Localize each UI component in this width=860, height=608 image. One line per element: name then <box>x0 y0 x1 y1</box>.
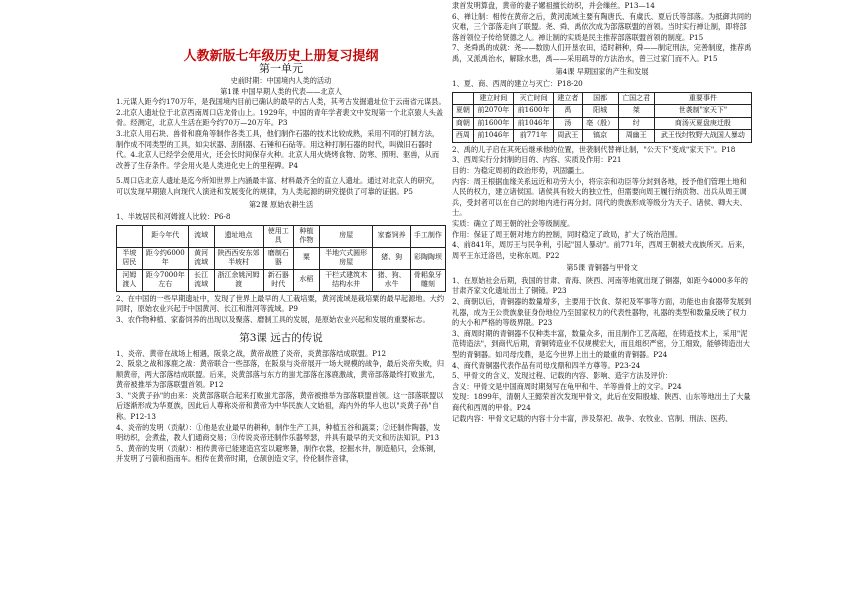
table-cell: 黄河流域 <box>188 247 214 269</box>
table-row <box>117 247 446 269</box>
table-cell: 长江流域 <box>188 269 214 291</box>
lesson-heading-4: 第4课 早期国家的产生和发展 <box>555 66 649 76</box>
table-cell: 距今约6000年 <box>142 247 188 269</box>
table-cell: 亳（殷） <box>582 117 618 130</box>
table-header-cell: 使用工具 <box>263 225 293 247</box>
era-heading: 史前时期：中国境内人类的活动 <box>230 76 332 85</box>
table-header-cell: 流域 <box>188 225 214 247</box>
table-header-cell: 建立时间 <box>473 92 513 105</box>
paragraph: 发现：1899年，清朝人王懿荣首次发现甲骨文，此后在安阳殷墟、陕西、山东等地出土了大量商代和西周的甲骨。P24 <box>452 392 751 412</box>
table-row <box>117 269 446 291</box>
paragraph: 2、在中国的一些早期遗址中，发现了世界上最早的人工栽培粟，黄河流域是栽培粟的最早起源地。大约同时，原始农业兴起于中国黄河、长江和淮河等流域。P9 <box>116 293 445 314</box>
table-header-cell: 家畜饲养 <box>373 225 410 247</box>
table-cell: 猪、狗 <box>373 247 410 269</box>
table-cell: 周武王 <box>554 130 582 143</box>
paragraph: 1、在原始社会后期，我国的甘肃、青海、陕西、河南等地就出现了铜器，如距今4000多年的甘肃齐家文化遗址出土了铜镜。P23 <box>452 275 748 296</box>
table-cell: 前2070年 <box>473 105 513 118</box>
table-cell: 世袭制"家天下" <box>654 105 751 118</box>
table-header-cell: 遗址地点 <box>214 225 263 247</box>
paragraph: 3、西周实行分封制的目的、内容、实质及作用：P21 <box>452 155 622 165</box>
paragraph: 1、炎帝、黄帝在战场上相遇，阪泉之战，黄帝战胜了炎帝，炎黄部落结成联盟。P12 <box>116 348 387 358</box>
paragraph: 1.元谋人距今约170万年，是我国境内目前已确认的最早的古人类，其考古发掘遗址位于云南省元谋县。2.北京人遗址位于北京西南周口店龙骨山上。1929年，中国的青年学者裴文中发现第一个北京猿人头盖骨。经测定，北京人生活在距今约70万—20万年。P3 <box>116 97 446 128</box>
table-cell: 磨制石器 <box>263 247 293 269</box>
paragraph: 6、禅让制：相传在黄帝之后，黄河流域主要有陶唐氏、有虞氏、夏后氏等部落。为抵御共同的灾难，三个部落走向了联盟。尧、舜、禹依次成为部落联盟的首领。当时实行禅让制，即将部落首领位子传给贤德之人。禅让制的实质是民主推荐部落联盟首领的制度。P15 <box>452 11 752 42</box>
table-cell: 猪、狗、水牛 <box>373 269 410 291</box>
lesson-heading-1: 第1课 中国早期人类的代表——北京人 <box>220 86 342 96</box>
table-cell: 汤 <box>554 117 582 130</box>
comparison-table <box>116 225 446 292</box>
paragraph: 2、禹的儿子启在其死后继承他的位置，世袭制代替禅让制，"公天下"变成"家天下"。P18 <box>452 144 736 154</box>
table-cell: 夏朝 <box>453 105 474 118</box>
paragraph: 4、炎帝的发明（贡献）：①他是农业最早的耕种，制作生产工具，种植五谷和蔬菜；②还制作陶器，发明纺织，会煮盐，教人们通商交易；③传说炎帝还制作乐器琴瑟，并具有最早的天文和历法知识。P13 <box>116 422 441 443</box>
paragraph: 3、"炎黄子孙"的由来：炎黄部落联合起来打败蚩尤部落，黄帝被推举为部落联盟首领。这一部落联盟以后逐渐形成为华夏族，因此后人尊称炎帝和黄帝为中华民族人文始祖，海内外的华人也以"炎黄子孙"自称。P12-13 <box>116 390 444 422</box>
table-row <box>453 105 752 118</box>
table-header-cell <box>117 225 143 247</box>
table-row <box>453 117 752 130</box>
paragraph: 4、前841年，周厉王与民争利，引起"国人暴动"。前771年，西周王朝被犬戎族所灭。后来，周平王东迁洛邑，史称东周。P22 <box>452 240 750 260</box>
paragraph: 3.北京人用石块、兽骨和鹿角等制作各类工具，他们制作石器的技术比较成熟，采用不同的打制方法，制作成不同类型的工具，如尖状器、刮削器、石锤和石砧等。用这种打制石器的时代，叫做旧石器时代。4.北京人已经学会使用火，还会长时间保存火种。北京人用火烧烤食物、防寒、照明、驱兽，从而改善了生存条件。学会用火是人类进化史上的里程碑。P4 <box>116 128 440 170</box>
table-cell: 前771年 <box>513 130 553 143</box>
table-row <box>453 130 752 143</box>
table-header-cell <box>453 92 474 105</box>
paragraph: 7、尧舜禹的成就：尧——数励人们开垦农田，适时耕种，舜——制定刑法，完善制度，推荐禹禹，又派禹治水，解除水患，禹——采用疏导的方法治水，曾三过家门而不入。P15 <box>452 43 752 63</box>
table-cell: 阳城 <box>582 105 618 118</box>
lesson-heading-5: 第5课 青铜器与甲骨文 <box>566 263 638 273</box>
table-cell: 半坡居民 <box>117 247 143 269</box>
table-cell: 粟 <box>294 247 320 269</box>
table-cell: 半地穴式圆形房屋 <box>319 247 373 269</box>
table-cell: 镐京 <box>582 130 618 143</box>
table-cell: 彩陶陶坝 <box>410 247 445 269</box>
table-cell: 商朝 <box>453 117 474 130</box>
paragraph: 内容：周王根据血缘关系远近和功劳大小，将宗亲和功臣等分封到各地，授予他们管理土地和人民的权力，建立诸侯国。诸侯具有较大的独立性，但需要向周王履行纳贡物、出兵从周王调兵，受封者可以在自己的封地内进行再分封。同代的贵族形成等级分为天子、诸侯、卿大夫、士。 <box>452 176 747 218</box>
paragraph: 目的：为稳定周初的政治形势，巩固疆土。 <box>452 165 589 175</box>
table-header-cell: 建立者 <box>554 92 582 105</box>
paragraph: 2、商朝以后，青铜器的数量增多，主要用于饮食、祭祀及军事等方面，功能也由食器带发展到礼器，成为王公贵族象征身份地位乃至国家权力的代表性器物，礼器的类型和数量反映了权力的大小和严格的等级界限。P23 <box>452 297 752 328</box>
lesson-heading-3: 第3课 远古的传说 <box>239 331 323 344</box>
table-cell: 新石器时代 <box>263 269 293 291</box>
table-cell: 西周 <box>453 130 474 143</box>
left-column <box>116 0 446 608</box>
table-cell: 前1046年 <box>473 130 513 143</box>
dynasty-table <box>452 92 752 143</box>
paragraph: 5、甲骨文的含义、发现过程、记载的内容、影响、造字方法及评价： <box>452 371 673 381</box>
table-cell: 前1046年 <box>513 117 553 130</box>
paragraph: 作用：保证了周王朝对地方的控制，同时稳定了政局，扩大了统治范围。 <box>452 229 683 239</box>
table-caption: 1、半坡居民和河姆渡人比较：P6-8 <box>116 212 231 222</box>
table-cell: 周幽王 <box>618 130 654 143</box>
table-cell: 河姆渡人 <box>117 269 143 291</box>
table-cell: 前1600年 <box>513 105 553 118</box>
table-cell: 商汤灭夏盘庚迁殷 <box>654 117 751 130</box>
lesson-heading-2: 第2课 原始农耕生活 <box>248 199 314 209</box>
table-header-cell: 种植作物 <box>294 225 320 247</box>
table-cell: 干栏式建筑木结构水井 <box>319 269 373 291</box>
table-cell: 水稻 <box>294 269 320 291</box>
paragraph: 含义：甲骨文是中国商周时期刻写在龟甲和牛、羊等兽骨上的文字。P24 <box>452 381 682 391</box>
right-column <box>452 0 752 608</box>
table-cell: 陕西西安东郊半坡村 <box>214 247 263 269</box>
paragraph: 4、商代青铜器代表作品有司母戊鼎和四羊方尊等。P23-24 <box>452 360 641 370</box>
paragraph: 3、农作物种植、家畜饲养的出现以及聚落、磨制工具的发展，是原始农业兴起和发展的重要标志。 <box>116 314 430 324</box>
table-header-row <box>453 92 752 105</box>
table-cell: 桀 <box>618 105 654 118</box>
table-cell: 禹 <box>554 105 582 118</box>
table-header-cell: 重要事件 <box>654 92 751 105</box>
table-cell: 浙江余姚河姆渡 <box>214 269 263 291</box>
table-cell: 骨耜象牙雕刻 <box>410 269 445 291</box>
paragraph: 实质：确立了周王朝的社会等级制度。 <box>452 218 575 228</box>
paragraph: 3、商周时期的青铜器不仅种类丰富，数量众多，而且制作工艺高超，在铸造技术上，采用"泥范铸造法"，到商代后期，青铜铸造业不仅规模宏大，而且组织严密，分工细致，能够铸造出大型的青铜器。如司母戊鼎，是迄今世界上出土的最重的青铜器。P24 <box>452 328 750 360</box>
table-header-cell: 国都 <box>582 92 618 105</box>
paragraph: 隶首发明算盘，黄帝的妻子嫘祖擅长纺织，并会缫丝。P13—14 <box>452 1 655 10</box>
table-header-cell: 手工制作 <box>410 225 445 247</box>
table-header-cell: 距今年代 <box>142 225 188 247</box>
paragraph: 2、阪泉之战和涿鹿之战：黄帝联合一些部落，在阪泉与炎帝展开一场大规模的战争，最后炎帝失败，归顺黄帝，两大部落结成联盟。后来，炎黄部落与东方的蚩尤部落在涿鹿激战，黄帝部落最终打败蚩尤，黄帝被推举为部落联盟首领。P12 <box>116 359 445 390</box>
paragraph: 5、黄帝的发明（贡献）：相传黄帝已能建造宫室以避寒暑，制作衣裳，挖掘水井，制造船只，会炼铜，并发明了弓箭和指南车。相传在黄帝时期，仓颉创造文字，伶伦制作音律， <box>116 443 441 464</box>
document-title: 人教新版七年级历史上册复习提纲 <box>183 49 379 64</box>
table-header-cell: 灭亡时间 <box>513 92 553 105</box>
table-header-cell: 房屋 <box>319 225 373 247</box>
table-header-row <box>117 225 446 247</box>
table-cell: 前1600年 <box>473 117 513 130</box>
paragraph: 5.周口店北京人遗址是迄今所知世界上内涵最丰富、材料最齐全的直立人遗址。通过对北京人的研究，可以发现早期猿人向现代人演进和发展变化的规律，为人类起源的研究提供了可靠的证据。P5 <box>116 176 440 196</box>
table-cell: 武王伐纣牧野大战国人暴动 <box>654 130 751 143</box>
table-header-cell: 亡国之君 <box>618 92 654 105</box>
unit-heading: 第一单元 <box>259 62 303 75</box>
table-caption: 1、夏、商、西周的建立与灭亡：P18-20 <box>452 79 583 89</box>
table-cell: 距今7000年左右 <box>142 269 188 291</box>
paragraph: 记载内容：甲骨文记载的内容十分丰富，涉及祭祀、战争、农牧业、官制、刑法、医药、 <box>452 413 733 423</box>
table-cell: 纣 <box>618 117 654 130</box>
